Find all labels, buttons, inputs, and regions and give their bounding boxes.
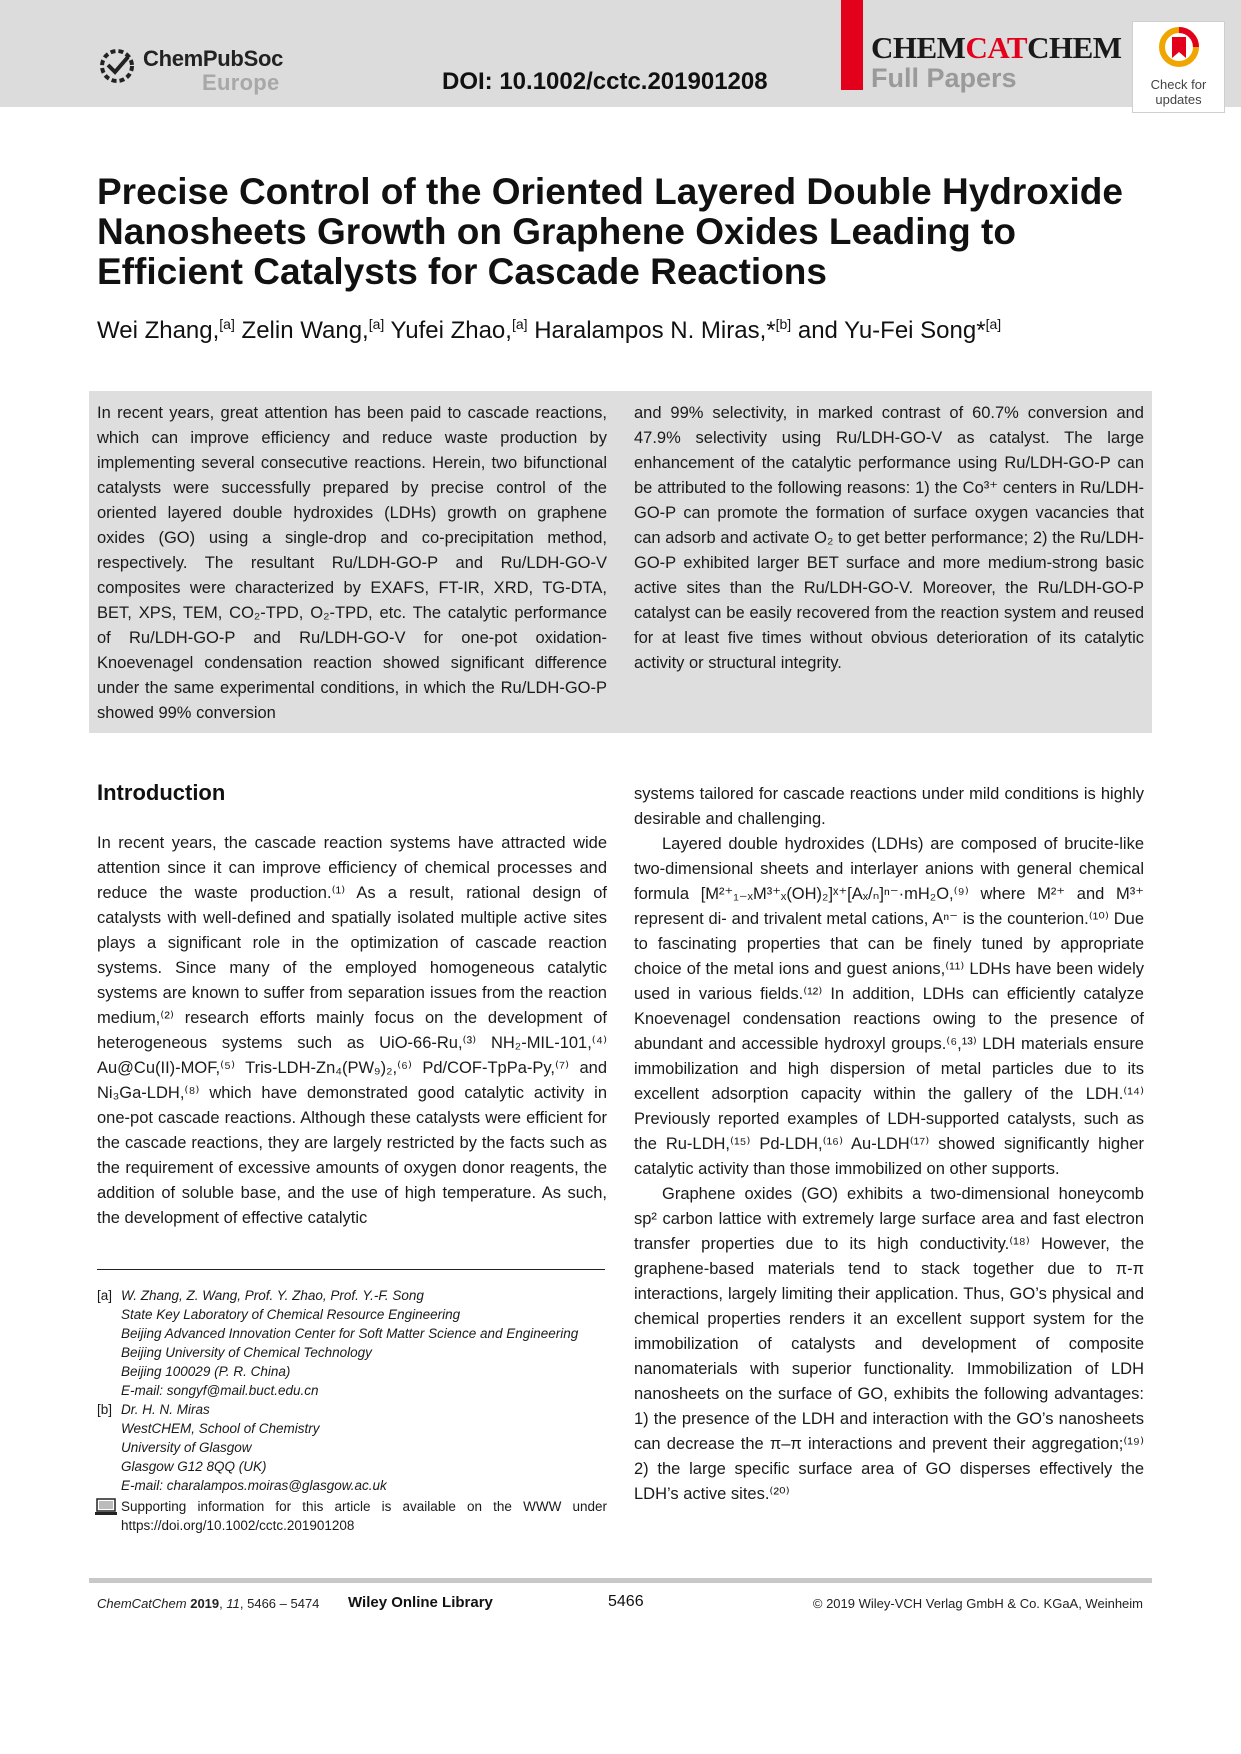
footer-pages: 5466 – 5474 xyxy=(247,1596,320,1611)
supporting-information-link[interactable]: Supporting information for this article is available on the WWW under https://doi.org/10.1002/cctc.201901208 xyxy=(121,1499,607,1533)
check-updates-label: Check for updates xyxy=(1150,77,1207,107)
affiliation-line: Glasgow G12 8QQ (UK) xyxy=(121,1459,267,1474)
author-name: Yufei Zhao, xyxy=(390,317,512,344)
affiliation-email[interactable]: E-mail: songyf@mail.buct.edu.cn xyxy=(121,1383,319,1398)
footer-divider xyxy=(89,1578,1152,1583)
author-affiliation: [a] xyxy=(368,316,385,332)
wiley-online-library-link[interactable]: Wiley Online Library xyxy=(348,1594,493,1611)
author[interactable] xyxy=(534,317,791,344)
affiliation-line: Beijing 100029 (P. R. China) xyxy=(121,1364,291,1379)
footer-copyright: © 2019 Wiley-VCH Verlag GmbH & Co. KGaA, Weinheim xyxy=(812,1596,1143,1611)
affiliation-line: University of Glasgow xyxy=(121,1440,252,1455)
publisher-logo[interactable] xyxy=(97,42,307,102)
journal-accent-bar xyxy=(841,0,863,90)
footer-journal: ChemCatChem xyxy=(97,1596,187,1611)
affiliation-tag: [a] xyxy=(97,1288,113,1303)
affiliation-line: Dr. H. N. Miras xyxy=(121,1402,210,1417)
affiliation-line: Beijing University of Chemical Technology xyxy=(121,1345,372,1360)
author-affiliation: [a] xyxy=(985,316,1002,332)
journal-name[interactable] xyxy=(871,30,1141,66)
affiliation-email[interactable]: E-mail: charalampos.moiras@glasgow.ac.uk xyxy=(121,1478,387,1493)
check-updates-icon xyxy=(1157,27,1201,75)
computer-icon xyxy=(95,1498,117,1516)
footer-year: 2019 xyxy=(190,1596,220,1611)
publisher-region: Europe xyxy=(202,70,280,95)
paragraph: In recent years, the cascade reaction systems have attracted wide attention since it can improve efficiency of chemical processes and reduce the waste production.⁽¹⁾ As a result, rational design of catalysts with well-defined and spatially isolated multiple active sites plays a significant role in the optimization of cascade reaction systems. Since many of the employed homogeneous catalytic systems are known to suffer from separation issues from the reaction medium,⁽²⁾ research efforts mainly focus on the development of heterogeneous systems such as UiO-66-Ru,⁽³⁾ NH₂-MIL-101,⁽⁴⁾ Au@Cu(II)-MOF,⁽⁵⁾ Tris-LDH-Zn₄(PW₉)₂,⁽⁶⁾ Pd/COF-TpPa-Py,⁽⁷⁾ and Ni₃Ga-LDH,⁽⁸⁾ which have demonstrated good catalytic activity in one-pot cascade reactions. Although these catalysts were efficient for the cascade reactions, they are largely restricted by the facts such as the requirement of excessive amounts of oxygen donor reagents, the addition of soluble base, and the use of high temperature. As such, the development of effective catalytic xyxy=(97,834,607,1227)
author-affiliation: [a] xyxy=(219,316,235,332)
author[interactable] xyxy=(798,317,1001,344)
abstract-right-column: and 99% selectivity, in marked contrast of 60.7% conversion and 47.9% selectivity using Ru/LDH-GO-V as catalyst. The large enhancement of the catalytic performance using Ru/LDH-GO-P can be attributed to the following reasons: 1) the Co³⁺ centers in Ru/LDH-GO-P can promote the formation of surface oxygen vacancies that can adsorb and activate O₂ to get better performance; 2) the Ru/LDH-GO-P exhibited larger BET surface and more medium-strong basic active sites than the Ru/LDH-GO-V. Moreover, the Ru/LDH-GO-P catalyst can be easily recovered from the reaction system and reused for at least five times without obvious deterioration of its catalytic activity or structural integrity. xyxy=(634,404,1144,672)
author-affiliation: [b] xyxy=(775,316,792,332)
affiliation-tag: [b] xyxy=(97,1402,113,1417)
journal-name-part1: CHEM xyxy=(871,30,966,65)
publisher-logo-icon xyxy=(97,46,137,86)
author-name: Wei Zhang, xyxy=(97,317,220,344)
supporting-information xyxy=(97,1497,607,1535)
publisher-name: ChemPubSoc xyxy=(143,46,284,71)
author-name: and Yu-Fei Song* xyxy=(797,317,986,344)
footnote-divider xyxy=(97,1269,605,1270)
doi-label[interactable]: DOI: 10.1002/cctc.201901208 xyxy=(442,68,768,95)
article-type: Full Papers xyxy=(871,63,1017,93)
section-heading-introduction: Introduction xyxy=(97,780,226,805)
introduction-left-column xyxy=(97,831,607,1231)
paragraph: systems tailored for cascade reactions under mild conditions is highly desirable and challenging. xyxy=(634,785,1144,828)
affiliation-a xyxy=(97,1286,607,1400)
author-list xyxy=(97,317,1157,345)
paragraph: Graphene oxides (GO) exhibits a two-dimensional honeycomb sp² carbon lattice with extremely large surface area and fast electron transfer properties due to its high conductivity.⁽¹⁸⁾ However, the graphene-based materials tend to stack together due to π-π interactions, largely limiting their application. Thus, GO’s physical and chemical properties renders it an excellent support system for the immobilization of catalysts and development of composite nanomaterials with superior functionality. Immobilization of LDH nanosheets on the surface of GO, exhibits the following advantages: 1) the presence of the LDH and interaction with the GO’s nanosheets can decrease the π–π interactions and prevent their aggregation;⁽¹⁹⁾ 2) the large specific surface area of GO disperses effectively the LDH’s active sites.⁽²⁰⁾ xyxy=(634,1185,1144,1503)
page-number: 5466 xyxy=(608,1593,644,1610)
journal-name-part2: CAT xyxy=(965,30,1028,65)
introduction-right-column xyxy=(634,782,1144,1507)
author[interactable] xyxy=(97,317,235,344)
affiliation-b xyxy=(97,1400,607,1495)
affiliations xyxy=(97,1286,607,1535)
author[interactable] xyxy=(242,317,385,344)
footer-volume: 11 xyxy=(226,1596,240,1611)
abstract-left-column: In recent years, great attention has been paid to cascade reactions, which can improve efficiency and reduce waste production by implementing several consecutive reactions. Herein, two bifunctional catalysts were successfully prepared by precise control of the oriented layered double hydroxides (LDHs) growth on graphene oxides (GO) using a single-drop and co-precipitation method, respectively. The resultant Ru/LDH-GO-P and Ru/LDH-GO-V composites were characterized by EXAFS, FT-IR, XRD, TG-DTA, BET, XPS, TEM, CO₂-TPD, O₂-TPD, etc. The catalytic performance of Ru/LDH-GO-P and Ru/LDH-GO-V for one-pot oxidation-Knoevenagel condensation reaction showed significant difference under the same experimental conditions, in which the Ru/LDH-GO-P showed 99% conversion xyxy=(97,404,607,722)
affiliation-line: Beijing Advanced Innovation Center for Soft Matter Science and Engineering xyxy=(121,1326,579,1341)
author-name: Haralampos N. Miras,* xyxy=(534,317,776,344)
paragraph: Layered double hydroxides (LDHs) are composed of brucite-like two-dimensional sheets and interlayer anions with general chemical formula [M²⁺₁₋ₓM³⁺ₓ(OH)₂]ˣ⁺[Aₓ/ₙ]ⁿ⁻·mH₂O,⁽⁹⁾ where M²⁺ and M³⁺ represent di- and trivalent metal cations, Aⁿ⁻ is the counterion.⁽¹⁰⁾ Due to fascinating properties that can be finely tuned by appropriate choice of the metal ions and guest anions,⁽¹¹⁾ LDHs have been widely used in various fields.⁽¹²⁾ In addition, LDHs can efficiently catalyze Knoevenagel condensation reactions owing to the presence of abundant and accessible hydroxyl groups.⁽⁶,¹³⁾ LDH materials ensure immobilization and high dispersion of metal particles due to its excellent adsorption capacity within the gallery of the LDH.⁽¹⁴⁾ Previously reported examples of LDH-supported catalysts, such as the Ru-LDH,⁽¹⁵⁾ Pd-LDH,⁽¹⁶⁾ Au-LDH⁽¹⁷⁾ showed significantly higher catalytic activity than those immobilized on other supports. xyxy=(634,835,1144,1178)
affiliation-line: W. Zhang, Z. Wang, Prof. Y. Zhao, Prof. Y.-F. Song xyxy=(121,1288,424,1303)
affiliation-line: State Key Laboratory of Chemical Resource Engineering xyxy=(121,1307,461,1322)
article-title: Precise Control of the Oriented Layered Double Hydroxide Nanosheets Growth on Graphene Oxides Leading to Efficient Catalysts for Cascade Reactions xyxy=(97,171,1123,292)
footer-citation: ChemCatChem 2019, 11, 5466 – 5474 xyxy=(97,1596,320,1611)
author-name: Zelin Wang, xyxy=(241,317,369,344)
journal-name-part3: CHEM xyxy=(1027,30,1122,65)
check-for-updates-button[interactable] xyxy=(1132,21,1225,113)
author[interactable] xyxy=(391,317,528,344)
affiliation-line: WestCHEM, School of Chemistry xyxy=(121,1421,320,1436)
author-affiliation: [a] xyxy=(511,316,528,332)
